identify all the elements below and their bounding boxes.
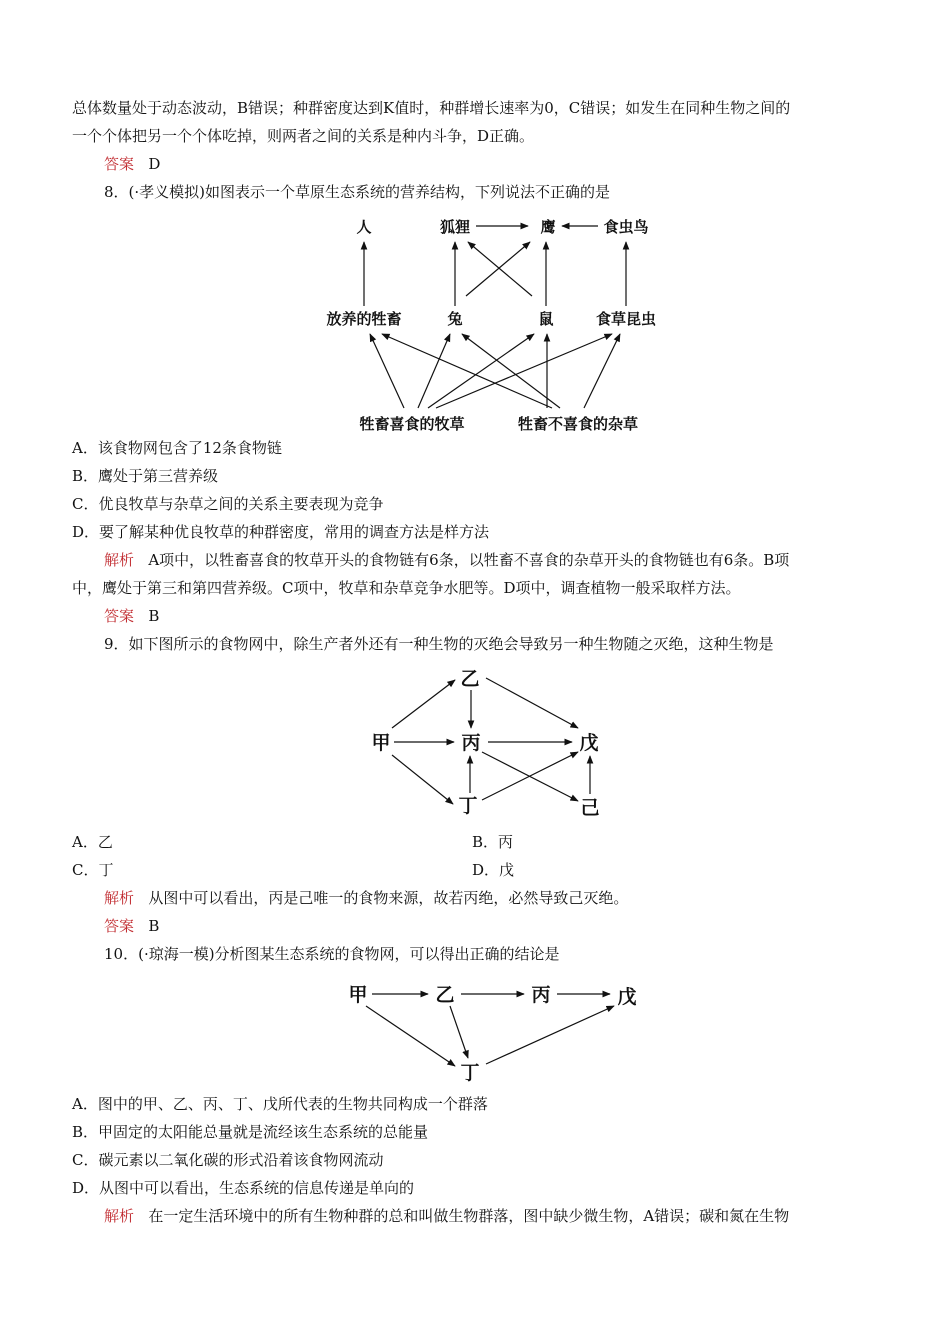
q10-option-b: B．甲固定的太阳能总量就是流经该生态系统的总能量 xyxy=(72,1123,429,1141)
q8-option-d: D．要了解某种优良牧草的种群密度，常用的调查方法是样方法 xyxy=(72,523,490,541)
node-ji: 己 xyxy=(580,797,600,819)
node-tu: 兔 xyxy=(447,310,463,328)
q10-option-c: C．碳元素以二氧化碳的形式沿着该食物网流动 xyxy=(72,1151,384,1169)
edge-ding-wu xyxy=(486,1006,614,1064)
analysis-text: 在一定生活环境中的所有生物种群的总和叫做生物群落，图中缺少微生物，A错误；碳和氮在生物 xyxy=(148,1207,790,1225)
node-yi: 乙 xyxy=(460,668,480,690)
analysis-text: A项中，以牲畜喜食的牧草开头的食物链有6条，以牲畜不喜食的杂草开头的食物链也有6条。B项 xyxy=(148,551,790,569)
q9-option-b: B．丙 xyxy=(472,833,514,851)
answer-value: B xyxy=(148,607,160,625)
analysis-label: 解析 xyxy=(104,889,135,907)
answer-value: B xyxy=(148,917,160,935)
q9-option-d: D．戊 xyxy=(472,861,515,879)
node-buxishi-zacao: 牲畜不喜食的杂草 xyxy=(517,415,639,433)
node-wu: 戊 xyxy=(579,732,599,754)
q9-option-c: C．丁 xyxy=(72,861,114,879)
edge-jia-ding xyxy=(366,1006,455,1066)
answer-label: 答案 xyxy=(104,607,135,625)
q9-stem: 9．如下图所示的食物网中，除生产者外还有一种生物的灭绝会导致另一种生物随之灭绝，这种生物是 xyxy=(104,635,774,653)
analysis-text: 从图中可以看出，丙是己唯一的食物来源，故若丙绝，必然导致己灭绝。 xyxy=(148,889,629,907)
answer-value: D xyxy=(148,155,161,173)
node-yi: 乙 xyxy=(435,984,455,1006)
intro-line-1: 总体数量处于动态波动，B错误；种群密度达到K值时，种群增长速率为0，C错误；如发生在同种生物之间的 xyxy=(72,99,791,117)
q8-analysis-line-2: 中，鹰处于第三和第四营养级。C项中，牧草和杂草竞争水肥等。D项中，调查植物一般采取样方法。 xyxy=(72,579,741,597)
node-shichongniao: 食虫鸟 xyxy=(603,218,649,236)
node-jia: 甲 xyxy=(371,732,391,754)
node-xishi-mucao: 牲畜喜食的牧草 xyxy=(359,415,465,433)
node-ding: 丁 xyxy=(460,1062,480,1084)
node-wu: 戊 xyxy=(617,986,637,1008)
node-ding: 丁 xyxy=(458,795,478,817)
node-shu: 鼠 xyxy=(538,310,554,328)
answer-label: 答案 xyxy=(104,917,135,935)
q10-stem: 10．(·琼海一模)分析图某生态系统的食物网，可以得出正确的结论是 xyxy=(104,945,560,963)
q8-option-c: C．优良牧草与杂草之间的关系主要表现为竞争 xyxy=(72,495,384,513)
q8-stem: 8．(·孝义模拟)如图表示一个草原生态系统的营养结构，下列说法不正确的是 xyxy=(104,183,611,201)
edge-yi-ding xyxy=(450,1006,468,1058)
node-huli: 狐狸 xyxy=(439,218,471,236)
q10-option-a: A．图中的甲、乙、丙、丁、戊所代表的生物共同构成一个群落 xyxy=(72,1095,488,1113)
node-shicao-kunchong: 食草昆虫 xyxy=(595,310,657,328)
analysis-label: 解析 xyxy=(104,1207,135,1225)
node-ren: 人 xyxy=(356,218,372,236)
node-ying: 鹰 xyxy=(540,218,556,236)
q10-option-d: D．从图中可以看出，生态系统的信息传递是单向的 xyxy=(72,1179,415,1197)
node-bing: 丙 xyxy=(531,984,551,1006)
q9-option-a: A．乙 xyxy=(72,833,113,851)
q10-analysis xyxy=(104,1205,789,1227)
q8-option-a: A．该食物网包含了12条食物链 xyxy=(72,439,282,457)
q8-option-b: B．鹰处于第三营养级 xyxy=(72,467,219,485)
analysis-label: 解析 xyxy=(104,551,135,569)
answer-label: 答案 xyxy=(104,155,135,173)
node-bing: 丙 xyxy=(461,732,481,754)
node-jia: 甲 xyxy=(348,984,368,1006)
node-fangyang-shengchu: 放养的牲畜 xyxy=(326,310,402,328)
intro-line-2: 一个个体把另一个个体吃掉，则两者之间的关系是种内斗争，D正确。 xyxy=(72,127,535,145)
